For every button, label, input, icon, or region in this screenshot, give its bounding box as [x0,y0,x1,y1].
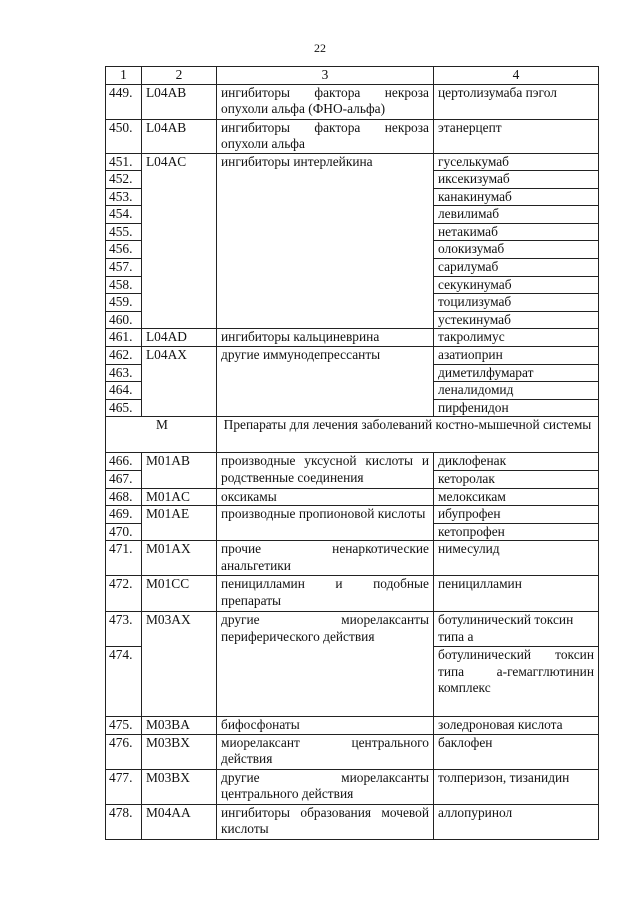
drug-name: диметилфумарат [434,364,599,382]
column-header: 1 [106,67,142,85]
table-row [106,153,599,171]
drug-name: нетакимаб [434,223,599,241]
row-number: 449. [106,84,142,119]
atc-code: M03BA [142,717,217,735]
drug-name: кетопрофен [434,523,599,541]
row-number: 454. [106,206,142,224]
row-number: 475. [106,717,142,735]
drug-name: гуселькумаб [434,153,599,171]
drug-name: сарилумаб [434,259,599,277]
drug-name: толперизон, тизанидин [434,769,599,804]
table-row [106,84,599,119]
drug-name: ботулинический токсин типа а-гемагглютинин комплекс [434,647,599,717]
drug-group: другие миорелаксанты периферического действия [217,612,434,717]
row-number: 471. [106,541,142,576]
drug-group: миорелаксант центрального действия [217,734,434,769]
drug-name: секукинумаб [434,276,599,294]
atc-code: M01AE [142,506,217,541]
table-row [106,488,599,506]
atc-code: M01AC [142,488,217,506]
drug-name: мелоксикам [434,488,599,506]
table-header-row [106,67,599,85]
table-row [106,506,599,524]
row-number: 450. [106,119,142,153]
row-number: 456. [106,241,142,259]
row-number: 457. [106,259,142,277]
drug-name: ботулинический токсин типа а [434,612,599,647]
drug-name: леналидомид [434,382,599,400]
drug-group: оксикамы [217,488,434,506]
row-number: 468. [106,488,142,506]
table-row [106,453,599,471]
drug-name: канакинумаб [434,188,599,206]
drug-group: другие миорелаксанты центрального действия [217,769,434,804]
atc-code: L04AC [142,153,217,329]
atc-code: L04AD [142,329,217,347]
drug-group: ингибиторы образования мочевой кислоты [217,804,434,839]
drug-group: производные уксусной кислоты и родственные соединения [217,453,434,488]
atc-code: M04AA [142,804,217,839]
row-number: 467. [106,471,142,489]
drug-name: олокизумаб [434,241,599,259]
drug-group: пеницилламин и подобные препараты [217,576,434,612]
drug-name: иксекизумаб [434,171,599,189]
row-number: 455. [106,223,142,241]
table-row [106,347,599,365]
row-number: 460. [106,311,142,329]
section-row [106,417,599,453]
atc-code: L04AX [142,347,217,417]
drug-group: другие иммунодепрессанты [217,347,434,417]
atc-code: M03BX [142,769,217,804]
row-number: 476. [106,734,142,769]
table-row [106,119,599,153]
row-number: 470. [106,523,142,541]
drug-name: цертолизумаба пэгол [434,84,599,119]
row-number: 458. [106,276,142,294]
drug-name: азатиоприн [434,347,599,365]
drug-name: ибупрофен [434,506,599,524]
column-header: 3 [217,67,434,85]
drug-group: бифосфонаты [217,717,434,735]
atc-code: M01AB [142,453,217,488]
row-number: 464. [106,382,142,400]
atc-code: L04AB [142,119,217,153]
row-number: 459. [106,294,142,312]
section-title: Препараты для лечения заболеваний костно-мышечной системы [217,417,599,453]
table-row [106,329,599,347]
table-row [106,717,599,735]
drug-name: левилимаб [434,206,599,224]
drug-table [105,66,599,840]
table-row [106,769,599,804]
row-number: 466. [106,453,142,471]
table-row [106,576,599,612]
row-number: 462. [106,347,142,365]
table-row [106,541,599,576]
drug-group: ингибиторы фактора некроза опухоли альфа [217,119,434,153]
row-number: 452. [106,171,142,189]
drug-name: золедроновая кислота [434,717,599,735]
drug-name: пеницилламин [434,576,599,612]
atc-code: M01CC [142,576,217,612]
drug-name: кеторолак [434,471,599,489]
drug-group: производные пропионовой кислоты [217,506,434,541]
drug-group: ингибиторы фактора некроза опухоли альфа (ФНО-альфа) [217,84,434,119]
row-number: 453. [106,188,142,206]
drug-group: прочие ненаркотические анальгетики [217,541,434,576]
row-number: 451. [106,153,142,171]
row-number: 472. [106,576,142,612]
atc-code: L04AB [142,84,217,119]
column-header: 4 [434,67,599,85]
row-number: 463. [106,364,142,382]
drug-name: такролимус [434,329,599,347]
drug-name: пирфенидон [434,399,599,417]
atc-code: M01AX [142,541,217,576]
row-number: 469. [106,506,142,524]
table-row [106,734,599,769]
page-number: 22 [314,41,326,55]
row-number: 477. [106,769,142,804]
row-number: 474. [106,647,142,717]
drug-name: нимесулид [434,541,599,576]
drug-group: ингибиторы интерлейкина [217,153,434,329]
atc-code: M03AX [142,612,217,717]
table-row [106,804,599,839]
drug-name: баклофен [434,734,599,769]
drug-name: аллопуринол [434,804,599,839]
drug-name: устекинумаб [434,311,599,329]
drug-name: диклофенак [434,453,599,471]
row-number: 478. [106,804,142,839]
section-code: M [106,417,217,453]
table-row [106,612,599,647]
column-header: 2 [142,67,217,85]
drug-name: этанерцепт [434,119,599,153]
row-number: 465. [106,399,142,417]
row-number: 473. [106,612,142,647]
drug-name: тоцилизумаб [434,294,599,312]
atc-code: M03BX [142,734,217,769]
row-number: 461. [106,329,142,347]
drug-group: ингибиторы кальциневрина [217,329,434,347]
